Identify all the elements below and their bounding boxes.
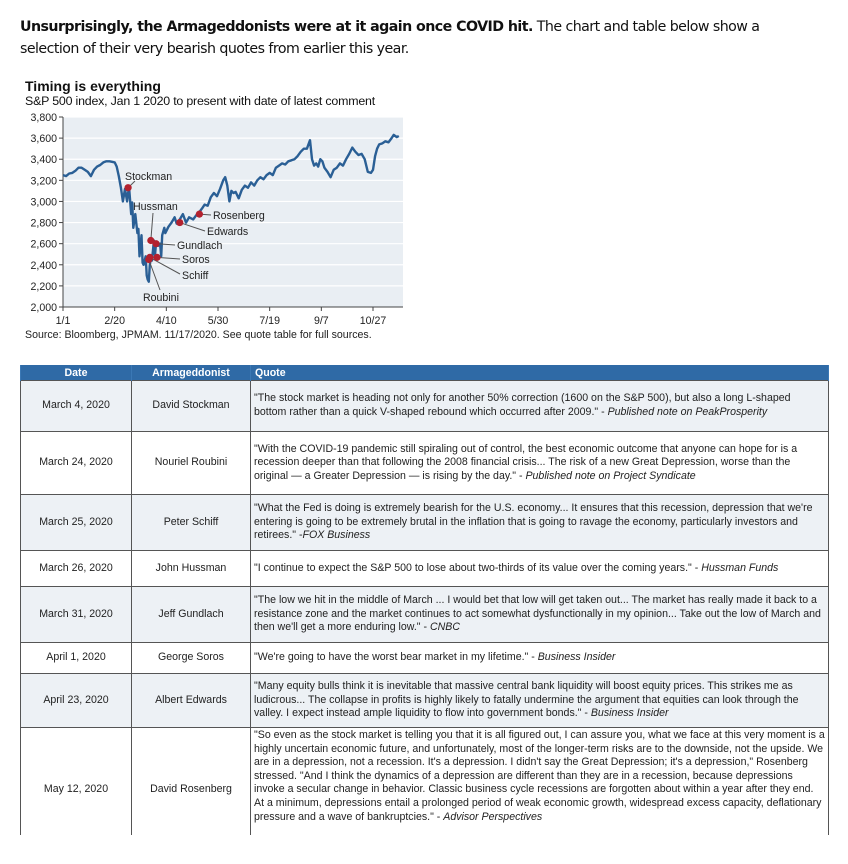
quote-source: Business Insider xyxy=(590,707,669,720)
table-header-row xyxy=(21,365,829,381)
x-tick-label: 1/1 xyxy=(55,315,71,327)
intro-paragraph xyxy=(20,16,820,60)
quote-text: "The low we hit in the middle of March ... I would bet that low will get taken out... The market has really made it back to a resistance zone and the market continues to act somewhat dysfunctionally in my opinion... Take out the low of March and then we'll get a more enduring low." - xyxy=(254,594,821,634)
row-date: April 23, 2020 xyxy=(21,674,132,728)
annotation-label: Stockman xyxy=(125,171,173,183)
comment-marker xyxy=(152,240,159,247)
row-date: March 25, 2020 xyxy=(21,495,132,551)
row-quote xyxy=(251,587,829,643)
y-tick-label: 2,600 xyxy=(30,238,57,251)
page-bottom-cutoff xyxy=(0,835,848,864)
row-name: Jeff Gundlach xyxy=(132,587,251,643)
table-row xyxy=(21,643,829,674)
row-name: John Hussman xyxy=(132,551,251,587)
table-row xyxy=(21,432,829,495)
row-date: March 4, 2020 xyxy=(21,381,132,432)
annotation-label: Hussman xyxy=(133,201,178,213)
x-tick-label: 7/19 xyxy=(259,315,280,327)
y-tick-label: 3,400 xyxy=(30,154,57,167)
row-quote xyxy=(251,728,829,853)
row-date: April 1, 2020 xyxy=(21,643,132,674)
table-row xyxy=(21,381,829,432)
quote-text: "With the COVID-19 pandemic still spiraling out of control, the best economic outcome that anyone can hope for is a recession deeper than that following the 2008 financial crisis... The risk of a new Great Depression, worse than the original — a Greater Depression — is rising by the day." - xyxy=(254,442,798,482)
annotation-label: Rosenberg xyxy=(213,210,265,222)
chart-source: Source: Bloomberg, JPMAM. 11/17/2020. See quote table for full sources. xyxy=(25,329,372,341)
y-tick-label: 3,800 xyxy=(30,112,57,124)
quote-text: "Many equity bulls think it is inevitable that massive central bank liquidity will boost equity prices. This strikes me as ludicrous... The collapse in profits is highly likely to fatally undermine the argument that equities can look through the valley. I expect instead ample liquidity to flow into government bonds." - xyxy=(254,680,799,720)
row-quote xyxy=(251,674,829,728)
row-name: George Soros xyxy=(132,643,251,674)
row-quote xyxy=(251,551,829,587)
row-name: David Rosenberg xyxy=(132,728,251,853)
comment-marker xyxy=(176,219,183,226)
y-tick-label: 3,200 xyxy=(30,175,57,188)
header-quote: Quote xyxy=(251,365,829,381)
quote-text: "We're going to have the worst bear market in my lifetime." - xyxy=(254,651,538,664)
intro-bold: Unsurprisingly, the Armageddonists were at it again once COVID hit. xyxy=(20,19,533,35)
row-quote xyxy=(251,432,829,495)
table-row xyxy=(21,587,829,643)
x-tick-label: 5/30 xyxy=(207,315,229,327)
row-date: May 12, 2020 xyxy=(21,728,132,853)
comment-marker xyxy=(146,254,153,261)
y-tick-label: 3,000 xyxy=(30,196,57,209)
x-tick-label: 9/7 xyxy=(313,315,329,327)
annotation-label: Schiff xyxy=(182,270,209,282)
row-date: March 31, 2020 xyxy=(21,587,132,643)
row-quote xyxy=(251,643,829,674)
x-tick-label: 4/10 xyxy=(156,315,177,327)
row-name: Peter Schiff xyxy=(132,495,251,551)
y-tick-label: 3,600 xyxy=(30,133,57,146)
quote-text: "What the Fed is doing is extremely bearish for the U.S. economy... It ensures that this recession, depression that we're entering is going to be extremely brutal in the inflation that is going to ravage the economy, particularly investors and retirees." - xyxy=(254,502,813,542)
quote-text: "The stock market is heading not only for another 50% correction (1600 on the S&P 500), but also a long L-shaped bottom rather than a quick V-shaped rebound which occurred after 2009." - xyxy=(254,392,791,418)
table-row xyxy=(21,728,829,853)
table-row xyxy=(21,551,829,587)
row-date: March 24, 2020 xyxy=(21,432,132,495)
y-tick-label: 2,000 xyxy=(30,302,57,314)
row-name: David Stockman xyxy=(132,381,251,432)
comment-marker xyxy=(153,254,160,261)
quote-source: Advisor Perspectives xyxy=(443,810,543,823)
row-name: Nouriel Roubini xyxy=(132,432,251,495)
chart-title: Timing is everything xyxy=(25,78,161,94)
y-tick-label: 2,400 xyxy=(30,259,57,272)
row-date: March 26, 2020 xyxy=(21,551,132,587)
sp500-chart xyxy=(0,108,420,328)
comment-marker xyxy=(125,184,132,191)
table-row xyxy=(21,674,829,728)
quote-source: CNBC xyxy=(429,621,460,634)
quotes-table xyxy=(20,365,829,853)
y-tick-label: 2,800 xyxy=(30,217,57,230)
x-tick-label: 10/27 xyxy=(359,315,387,327)
quote-source: FOX Business xyxy=(302,529,371,542)
intro-rest: The chart and table below show a selection of their very bearish quotes from earlier this year. xyxy=(20,19,760,57)
annotation-label: Roubini xyxy=(143,292,179,304)
x-tick-label: 2/20 xyxy=(104,315,125,327)
quote-text: "So even as the stock market is telling you that it is all figured out, I can assure you, what we face at this very moment is a highly uncertain economic future, and unfortunately, most of the longer-term risks are to the downside, not the upside. We are in a depression, not a recession. It's a depression. I didn't say the Great Depression; it's a depression," Rosenberg stressed. "And I think the dynamics of a depression are different than they are in a recession, because depressions invoke a secular change in behavior. Classic business cycle recessions are forgotten about within a year after they end. At a minimum, depressions entail a prolonged period of weak economic growth, widespread excess capacity, deflationary pressure and a wave of bankruptcies." - xyxy=(254,729,825,823)
quote-source: Published note on PeakProsperity xyxy=(607,406,768,418)
annotation-label: Soros xyxy=(182,254,210,266)
row-name: Albert Edwards xyxy=(132,674,251,728)
chart-subtitle: S&P 500 index, Jan 1 2020 to present with date of latest comment xyxy=(25,94,375,108)
row-quote xyxy=(251,495,829,551)
annotation-label: Gundlach xyxy=(177,240,223,252)
quote-source: Hussman Funds xyxy=(701,561,779,574)
header-date: Date xyxy=(21,365,132,381)
quote-text: "I continue to expect the S&P 500 to lose about two-thirds of its value over the coming years." - xyxy=(254,561,702,574)
header-armageddonist: Armageddonist xyxy=(132,365,251,381)
quote-source: Published note on Project Syndicate xyxy=(525,469,696,482)
row-quote xyxy=(251,381,829,432)
y-tick-label: 2,200 xyxy=(30,280,57,293)
quote-source: Business Insider xyxy=(537,651,616,664)
table-row xyxy=(21,495,829,551)
comment-marker xyxy=(196,211,203,218)
annotation-label: Edwards xyxy=(207,226,249,238)
